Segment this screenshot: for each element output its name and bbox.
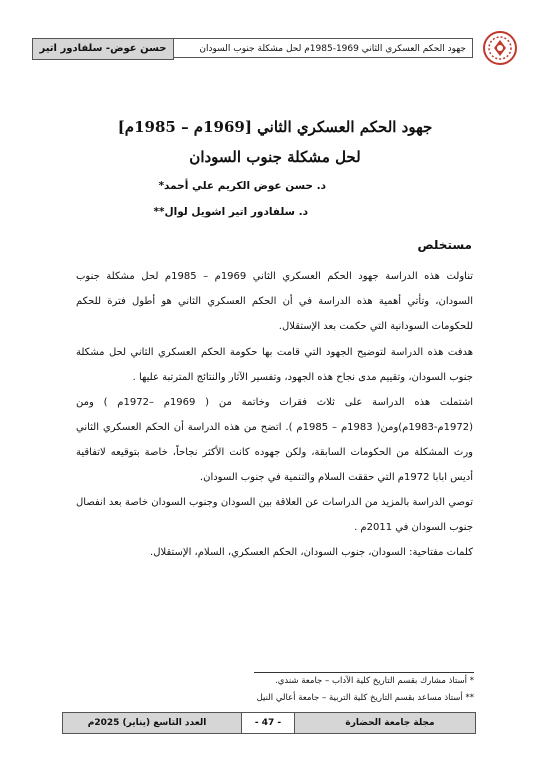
abstract-paragraph-1: تناولت هذه الدراسة جهود الحكم العسكري الثاني 1969م – 1985م لحل مشكلة جنوب السودان، وتأتي أهمية هذه الدراسة في أن الحكم العسكري الثاني هو أطول فترة للحكم للحكومات السودانية التي حكمت بعد الإستقلال.: [76, 271, 473, 332]
footnote-1: * أستاذ مشارك بقسم التاريخ كلية الآداب – جامعة شندي.: [275, 676, 474, 686]
abstract-paragraph-2: هدفت هذه الدراسة لتوضيح الجهود التي قامت بها حكومة الحكم العسكري الثاني لحل مشكلة جنوب السودان، وتقييم مدى نجاح هذه الجهود، وتفسير الآثار والنتائج المترتبة عليها .: [76, 347, 473, 383]
abstract-paragraph-3: اشتملت هذه الدراسة على ثلاث فقرات وخاتمة من ( 1969م –1972م ) ومن (1972م-1983م)ومن( 1983م – 1985م ). اتضح من هذه الدراسة أن الحكم العسكري الثاني ورث المشكلة من الحكومات السابقة، ولكن جهوده كانت الأكثر نجاحاً، خاصة بتوقيعه لاتفاقية أديس ابابا 1972م التي حققت السلام والتنمية في جنوب السودان.: [76, 397, 474, 483]
footer-page-number: - 47 -: [241, 713, 295, 733]
keywords: كلمات مفتاحية: السودان، جنوب السودان، الحكم العسكري، السلام، الإستقلال.: [150, 547, 473, 558]
author-2: د. سلفادور اتير اشويل لوال**: [153, 206, 308, 218]
running-header: [32, 30, 522, 60]
footnote-2: ** أستاذ مساعد بقسم التاريخ كلية التربية – جامعة أعالي النيل: [256, 693, 474, 703]
author-1: د. حسن عوض الكريم علي أحمد*: [158, 180, 326, 192]
footer-issue: العدد التاسع (يناير) 2025م: [87, 718, 207, 728]
abstract-paragraph-4: توصي الدراسة بالمزيد من الدراسات عن العلاقة بين السودان وجنوب السودان خاصة بعد انفصال جنوب السودان في 2011م .: [76, 497, 473, 533]
footer-journal: مجلة جامعة الحضارة: [345, 718, 435, 728]
paper-title-line2: لحل مشكلة جنوب السودان: [189, 148, 361, 166]
page-footer: [62, 712, 476, 734]
header-authors: حسن عوض- سلفادور اتير: [32, 38, 174, 60]
paper-title-line1: جهود الحكم العسكري الثاني [1969م – 1985م]: [117, 118, 433, 136]
footnote-divider: [254, 672, 474, 673]
abstract-heading: مستخلص: [417, 238, 472, 252]
university-logo-icon: [478, 30, 522, 66]
header-running-title: جهود الحكم العسكري الثاني 1969-1985م لحل مشكلة جنوب السودان: [173, 38, 473, 58]
